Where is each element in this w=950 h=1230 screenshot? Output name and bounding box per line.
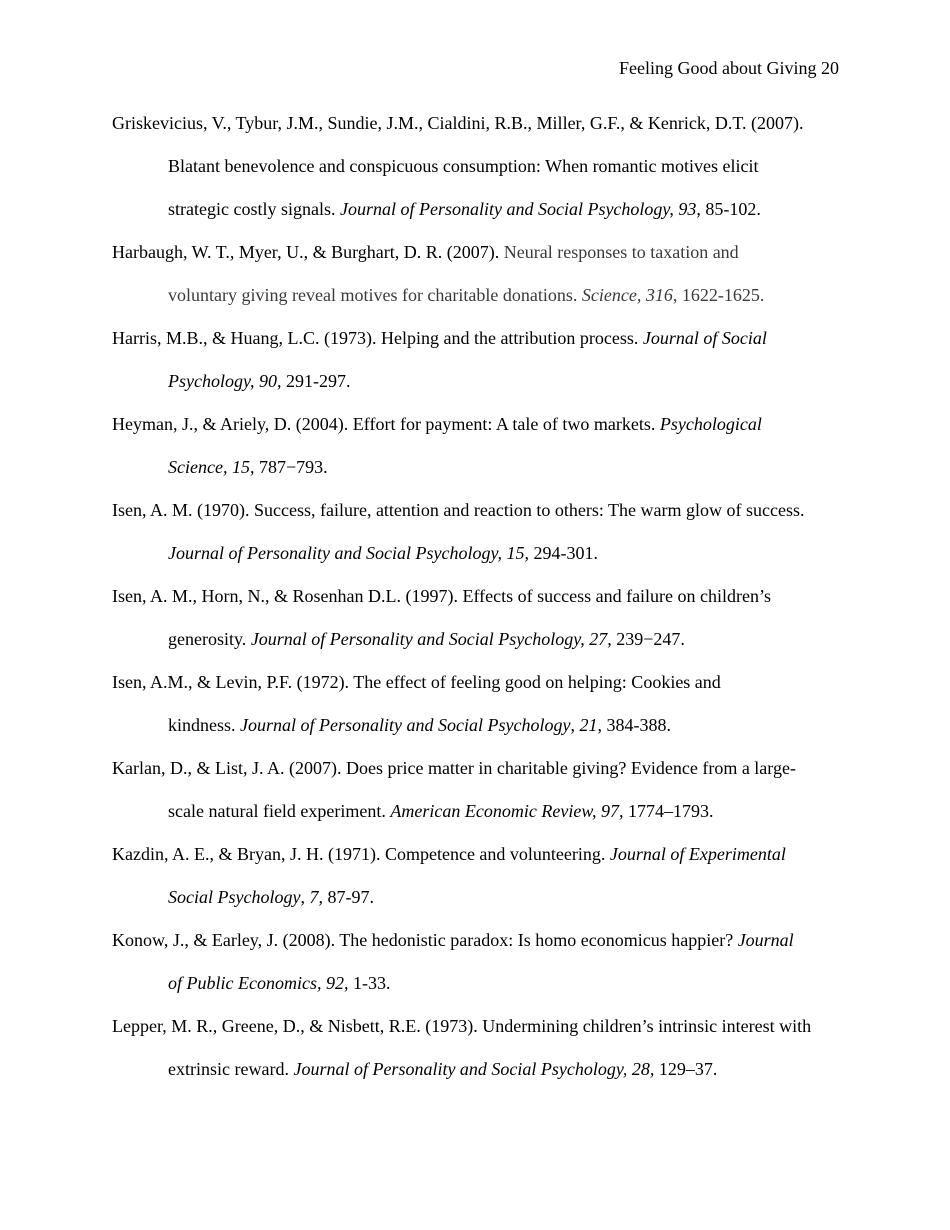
reference-line: Griskevicius, V., Tybur, J.M., Sundie, J.M., Cialdini, R.B., Miller, G.F., & Kenrick, D.T. (2007). — [112, 113, 804, 133]
reference-line: Journal of Personality and Social Psychology, 15, 294-301. — [168, 543, 598, 563]
reference-line: extrinsic reward. Journal of Personality and Social Psychology, 28, 129–37. — [168, 1059, 718, 1079]
reference-line: Isen, A.M., & Levin, P.F. (1972). The effect of feeling good on helping: Cookies and — [112, 672, 721, 692]
reference-line: Karlan, D., & List, J. A. (2007). Does price matter in charitable giving? Evidence from a large- — [112, 758, 796, 778]
reference-isen-horn-1997 — [112, 584, 842, 670]
journal-title: Psychological — [659, 414, 762, 434]
reference-line: Science, 15, 787−793. — [168, 457, 328, 477]
journal-title: Journal of Personality and Social Psychology, 28, — [293, 1059, 655, 1079]
journal-title: Journal — [737, 930, 794, 950]
journal-title: Journal of Personality and Social Psychology, 15, — [168, 543, 529, 563]
volume-number: 7, — [309, 887, 323, 907]
reference-line: of Public Economics, 92, 1-33. — [168, 973, 391, 993]
journal-title: Journal of Experimental — [609, 844, 786, 864]
reference-line: voluntary giving reveal motives for charitable donations. Science, 316, 1622-1625. — [168, 285, 765, 305]
journal-title: Science, 316 — [581, 285, 673, 305]
reference-isen-levin-1972 — [112, 670, 842, 756]
reference-line: Psychology, 90, 291-297. — [168, 371, 351, 391]
journal-title: Journal of Personality and Social Psychology — [240, 715, 571, 735]
reference-list — [112, 111, 842, 1100]
journal-title: Social Psychology — [168, 887, 301, 907]
reference-konow-2008 — [112, 928, 842, 1014]
reference-line: Lepper, M. R., Greene, D., & Nisbett, R.E. (1973). Undermining children’s intrinsic interest with — [112, 1016, 812, 1036]
reference-line: scale natural field experiment. American Economic Review, 97, 1774–1793. — [168, 801, 714, 821]
reference-line: Blatant benevolence and conspicuous consumption: When romantic motives elicit — [168, 156, 759, 176]
journal-title: Science, 15 — [168, 457, 250, 477]
journal-title: of Public Economics, 92, — [168, 973, 349, 993]
reference-harbaugh-2007 — [112, 240, 842, 326]
reference-line: strategic costly signals. Journal of Personality and Social Psychology, 93, 85-102. — [168, 199, 761, 219]
reference-line: Harbaugh, W. T., Myer, U., & Burghart, D. R. (2007). Neural responses to taxation and — [112, 242, 739, 262]
reference-harris-1973 — [112, 326, 842, 412]
journal-title: Psychology, 90, — [168, 371, 282, 391]
reference-isen-1970 — [112, 498, 842, 584]
reference-line: Social Psychology, 7, 87-97. — [168, 887, 374, 907]
reference-heyman-2004 — [112, 412, 842, 498]
reference-line: generosity. Journal of Personality and Social Psychology, 27, 239−247. — [168, 629, 685, 649]
reference-kazdin-1971 — [112, 842, 842, 928]
reference-line: Kazdin, A. E., & Bryan, J. H. (1971). Competence and volunteering. Journal of Experimental — [112, 844, 786, 864]
reference-line: Konow, J., & Earley, J. (2008). The hedonistic paradox: Is homo economicus happier? Journal — [112, 930, 794, 950]
reference-karlan-2007 — [112, 756, 842, 842]
journal-title: Journal of Personality and Social Psychology, 93 — [339, 199, 697, 219]
reference-line: Isen, A. M., Horn, N., & Rosenhan D.L. (1997). Effects of success and failure on children’s — [112, 586, 772, 606]
reference-lepper-1973 — [112, 1014, 842, 1100]
reference-griskevicius-2007 — [112, 111, 842, 240]
journal-title: Journal of Social — [642, 328, 767, 348]
volume-number: 21 — [579, 715, 598, 735]
reference-line: Isen, A. M. (1970). Success, failure, attention and reaction to others: The warm glow of success. — [112, 500, 805, 520]
journal-title: Journal of Personality and Social Psychology, 27, — [250, 629, 612, 649]
running-head: Feeling Good about Giving 20 — [619, 58, 839, 78]
reference-line: Heyman, J., & Ariely, D. (2004). Effort for payment: A tale of two markets. Psychological — [112, 414, 762, 434]
reference-line: kindness. Journal of Personality and Social Psychology, 21, 384-388. — [168, 715, 671, 735]
journal-title: American Economic Review, 97, — [390, 801, 624, 821]
reference-line: Harris, M.B., & Huang, L.C. (1973). Helping and the attribution process. Journal of Social — [112, 328, 767, 348]
